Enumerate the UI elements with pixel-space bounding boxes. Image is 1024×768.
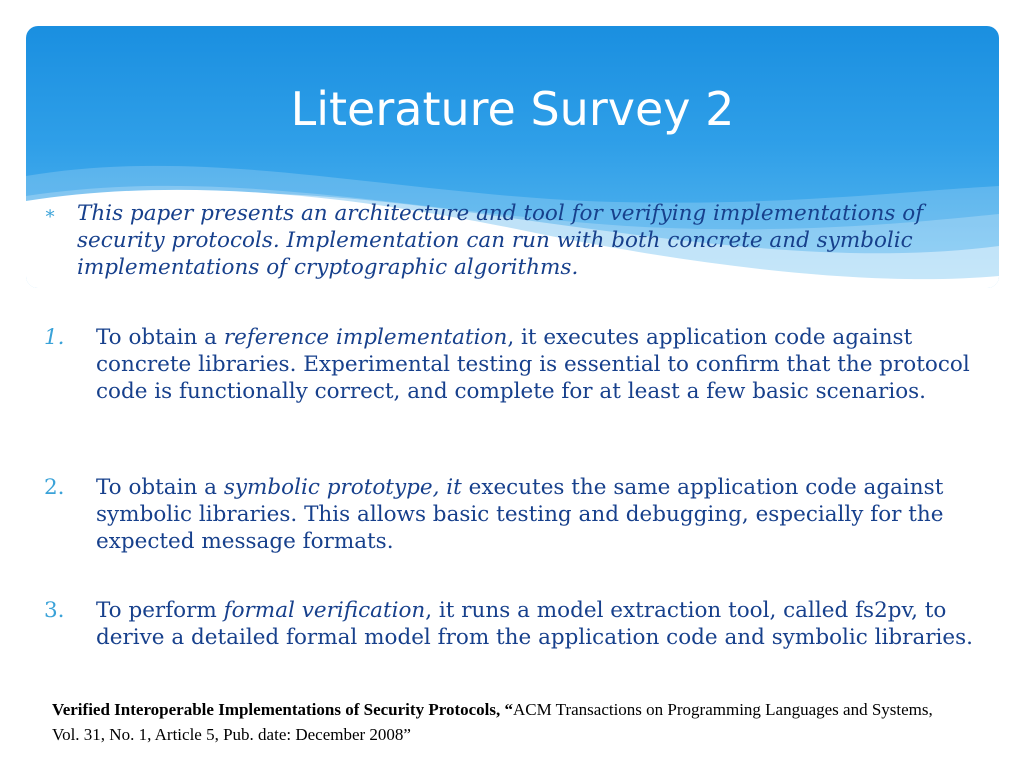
item-emphasis: symbolic prototype, it [223, 475, 462, 500]
item-emphasis: reference implementation [223, 325, 508, 350]
intro-text: This paper presents an architecture and tool for verifying implementations of security protocols. Implementation can run with both concrete and symbolic implementations of cryptographic algorithms. [77, 201, 924, 280]
asterisk-bullet-icon: ∗ [44, 203, 57, 224]
item-number: 3. [44, 598, 65, 623]
item-text: To obtain a reference implementation, it executes application code against concrete libraries. Experimental testing is essential to confirm that the protocol code is functionally correct, and complete for at least a few basic scenarios. [96, 325, 970, 404]
item-emphasis: formal verification [223, 598, 426, 623]
slide-title: Literature Survey 2 [290, 82, 735, 136]
reference-normal: ACM Transactions on Programming Languages and Systems, Vol. 31, No. 1, Article 5, Pub. date: December 2008” [52, 700, 933, 744]
item-number: 1. [44, 325, 65, 350]
reference-citation [52, 697, 952, 747]
item-text: To perform formal verification, it runs a model extraction tool, called fs2pv, to derive a detailed formal model from the application code and symbolic libraries. [96, 598, 974, 650]
item-number: 2. [44, 475, 65, 500]
reference-bold: Verified Interoperable Implementations of Security Protocols, “ [52, 700, 513, 719]
item-text: To obtain a symbolic prototype, it executes the same application code against symbolic libraries. This allows basic testing and debugging, especially for the expected message formats. [96, 475, 944, 554]
